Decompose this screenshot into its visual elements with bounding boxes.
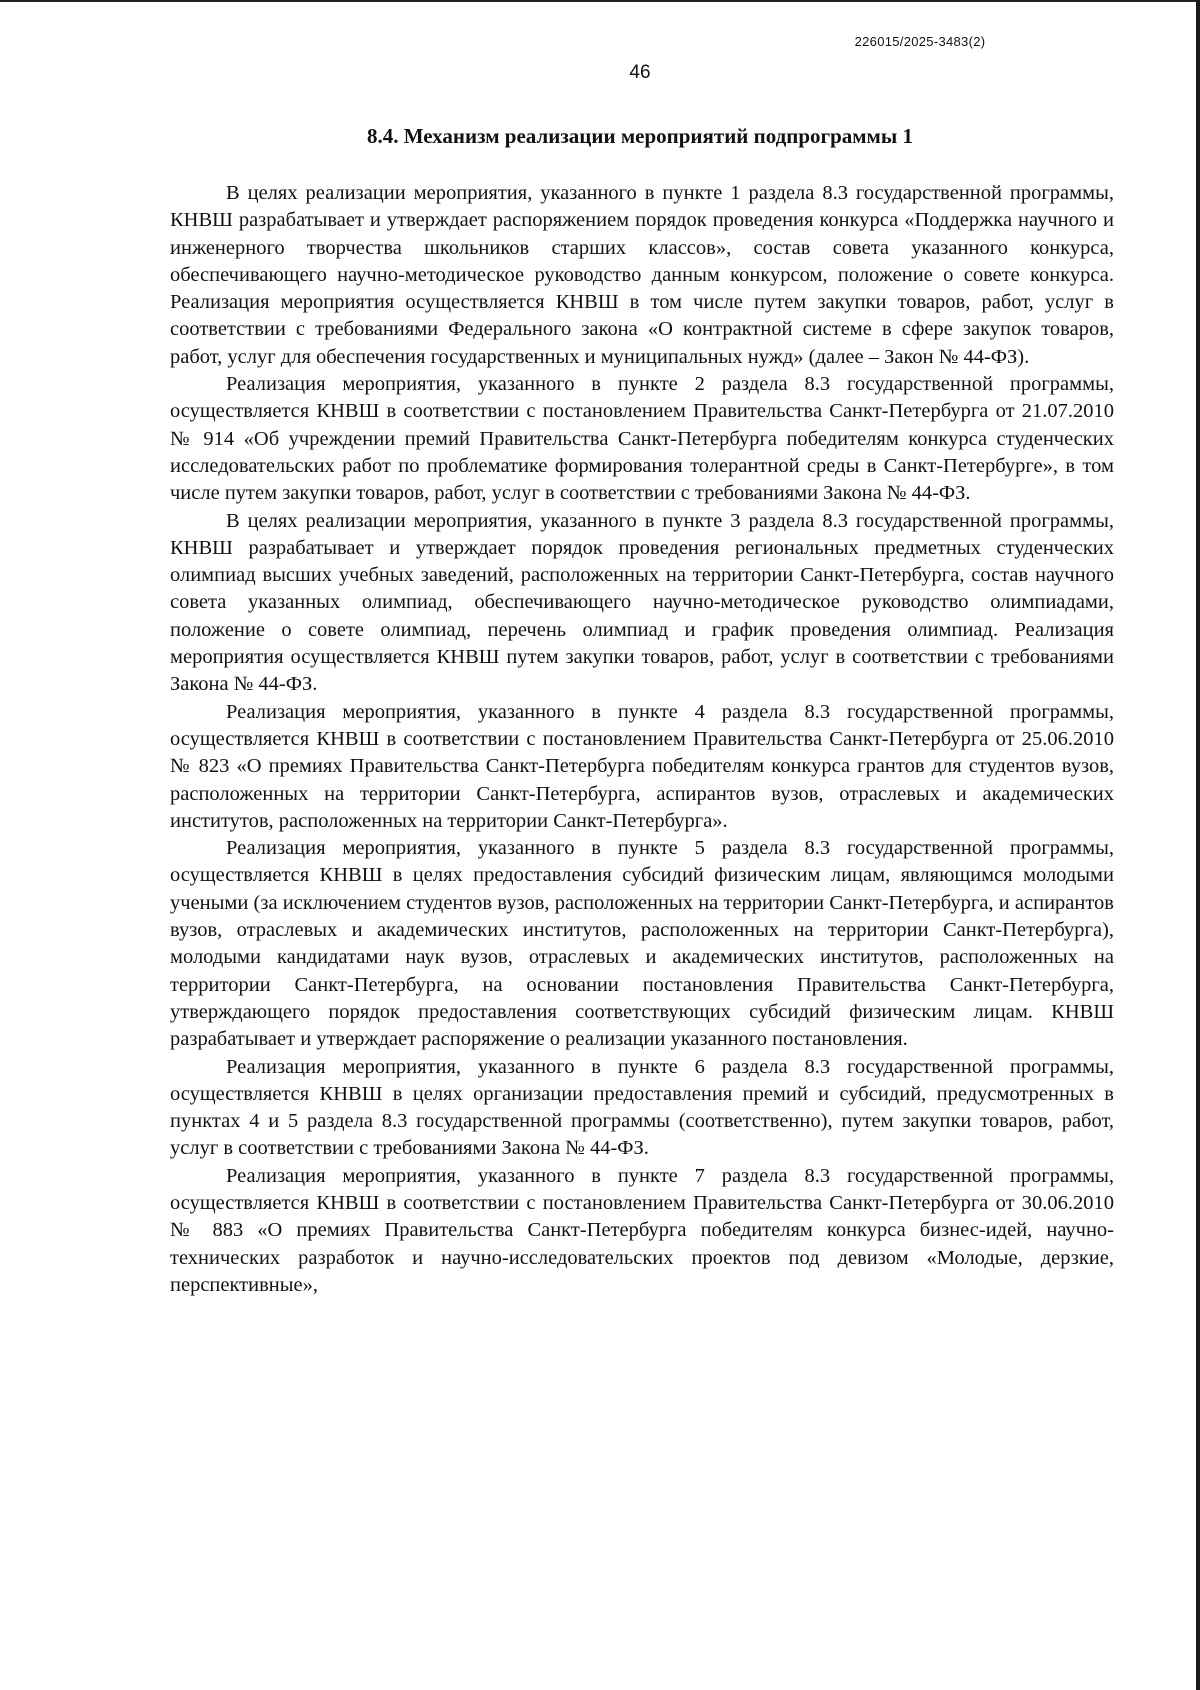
paragraph: Реализация мероприятия, указанного в пункте 5 раздела 8.3 государственной программы, осуществляется КНВШ в целях предоставления субсидий физическим лицам, являющимся молодыми учеными (за исключением студентов вузов, расположенных на территории Санкт-Петербурга, и аспирантов вузов, отраслевых и академических институтов, расположенных на территории Санкт-Петербурга), молодыми кандидатами наук вузов, отраслевых и академических институтов, расположенных на территории Санкт-Петербурга, на основании постановления Правительства Санкт-Петербурга, утверждающего порядок предоставления соответствующих субсидий физическим лицам. КНВШ разрабатывает и утверждает распоряжение о реализации указанного постановления. bbox=[170, 837, 1114, 1051]
paragraph: Реализация мероприятия, указанного в пункте 2 раздела 8.3 государственной программы, осуществляется КНВШ в соответствии с постановлением Правительства Санкт-Петербурга от 21.07.2010 № 914 «Об учреждении премий Правительства Санкт-Петербурга победителям конкурса студенческих исследовательских работ по проблематике формирования толерантной среды в Санкт-Петербурге», в том числе путем закупки товаров, работ, услуг в соответствии с требованиями Закона № 44-ФЗ. bbox=[170, 373, 1114, 505]
paragraph: В целях реализации мероприятия, указанного в пункте 3 раздела 8.3 государственной программы, КНВШ разрабатывает и утверждает порядок проведения региональных предметных студенческих олимпиад высших учебных заведений, расположенных на территории Санкт-Петербурга, состав научного совета указанных олимпиад, обеспечивающего научно-методическое руководство олимпиадами, положение о совете олимпиад, перечень олимпиад и график проведения олимпиад. Реализация мероприятия осуществляется КНВШ путем закупки товаров, работ, услуг в соответствии с требованиями Закона № 44-ФЗ. bbox=[170, 509, 1114, 696]
paragraph: Реализация мероприятия, указанного в пункте 7 раздела 8.3 государственной программы, осуществляется КНВШ в соответствии с постановлением Правительства Санкт-Петербурга от 30.06.2010 № 883 «О премиях Правительства Санкт-Петербурга победителям конкурса бизнес-идей, научно-технических разработок и научно-исследовательских проектов под девизом «Молодые, дерзкие, перспективные», bbox=[170, 1164, 1114, 1296]
section-title: 8.4. Механизм реализации мероприятий подпрограммы 1 bbox=[366, 124, 914, 148]
page-number: 46 bbox=[629, 62, 651, 83]
paragraph: Реализация мероприятия, указанного в пункте 6 раздела 8.3 государственной программы, осуществляется КНВШ в целях организации предоставления премий и субсидий, предусмотренных в пунктах 4 и 5 раздела 8.3 государственной программы (соответственно), путем закупки товаров, работ, услуг в соответствии с требованиями Закона № 44-ФЗ. bbox=[170, 1055, 1114, 1160]
paragraph: Реализация мероприятия, указанного в пункте 4 раздела 8.3 государственной программы, осуществляется КНВШ в соответствии с постановлением Правительства Санкт-Петербурга от 25.06.2010 № 823 «О премиях Правительства Санкт-Петербурга победителям конкурса грантов для студентов вузов, расположенных на территории Санкт-Петербурга, аспирантов вузов, отраслевых и академических институтов, расположенных на территории Санкт-Петербурга». bbox=[170, 700, 1114, 832]
document-body bbox=[170, 180, 1114, 1299]
paragraph: В целях реализации мероприятия, указанного в пункте 1 раздела 8.3 государственной программы, КНВШ разрабатывает и утверждает распоряжением порядок проведения конкурса «Поддержка научного и инженерного творчества школьников старших классов», состав совета указанного конкурса, обеспечивающего научно-методическое руководство данным конкурсом, положение о совете конкурса. Реализация мероприятия осуществляется КНВШ в том числе путем закупки товаров, работ, услуг в соответствии с требованиями Федерального закона «О контрактной системе в сфере закупок товаров, работ, услуг для обеспечения государственных и муниципальных нужд» (далее – Закон № 44-ФЗ). bbox=[170, 182, 1114, 368]
scan-top-edge bbox=[0, 0, 1200, 2]
registration-number: 226015/2025-3483(2) bbox=[854, 34, 986, 49]
scan-right-edge bbox=[1196, 0, 1200, 1690]
